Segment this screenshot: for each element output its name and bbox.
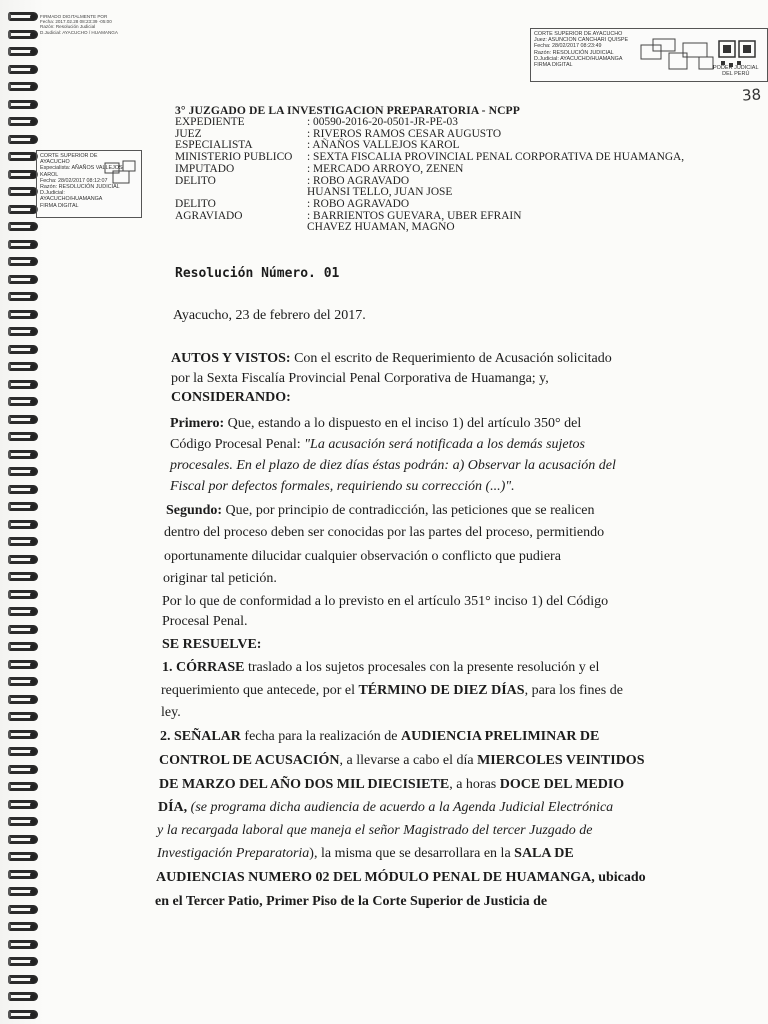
binding-hole <box>30 994 36 1000</box>
stamp-text-line: FIRMADO DIGITALMENTE POR <box>40 14 108 19</box>
stamp-text-line: DEL PERÚ <box>722 71 750 77</box>
stamp-text-line: CORTE SUPERIOR DE <box>40 153 98 159</box>
binding-hole <box>30 749 36 755</box>
item1-number: 1. <box>162 660 173 675</box>
autos-paragraph-line: por la Sexta Fiscalía Provincial Penal Corporativa de Huamanga; y, <box>171 371 549 386</box>
stamp-text-line: Juez: ASUNCION CANCHARI QUISPE <box>534 37 629 44</box>
binding-hole <box>30 679 36 685</box>
item2-emphasis: AUDIENCIAS NUMERO 02 DEL MÓDULO PENAL DE HUAMANGA, ubicado <box>156 870 646 885</box>
item2-text: , a horas <box>449 777 497 792</box>
conformidad-text: Por lo que de conformidad a lo previsto en el artículo 351° inciso 1) del Código <box>162 594 609 609</box>
binding-hole <box>30 697 36 703</box>
binding-hole <box>30 329 36 335</box>
primero-line <box>170 416 581 432</box>
binding-hole <box>30 504 36 510</box>
item2-emphasis: SALA DE <box>514 846 574 861</box>
item2-line <box>160 729 599 745</box>
binding-hole <box>30 662 36 668</box>
header-label: ESPECIALISTA <box>175 139 253 152</box>
binding-hole <box>30 312 36 318</box>
binding-hole <box>30 49 36 55</box>
binding-hole <box>30 1012 36 1018</box>
binding-hole <box>30 277 36 283</box>
binding-hole <box>30 434 36 440</box>
binding-hole <box>30 609 36 615</box>
stamp-text-line: Razón: RESOLUCIÓN JUDICIAL <box>534 49 614 56</box>
primero-line <box>170 437 585 453</box>
binding-hole <box>30 784 36 790</box>
item2-emphasis: DÍA, <box>158 800 188 815</box>
autos-paragraph-line <box>171 351 612 367</box>
binding-hole <box>30 644 36 650</box>
binding-hole <box>30 399 36 405</box>
binding-hole <box>30 224 36 230</box>
header-label: EXPEDIENTE <box>175 116 245 128</box>
binding-hole <box>30 469 36 475</box>
stamp-text-line: AYACUCHO <box>40 159 70 166</box>
item1-heading: CÓRRASE <box>176 660 245 675</box>
binding-hole <box>30 84 36 90</box>
item2-emphasis: MIERCOLES VEINTIDOS <box>477 753 645 768</box>
considerando-heading: CONSIDERANDO: <box>171 390 291 405</box>
header-label: MINISTERIO PUBLICO <box>175 151 293 164</box>
header-value: : 00590-2016-20-0501-JR-PE-03 <box>307 116 458 128</box>
stamp-text-line: Fecha: 28/02/2017 08:12:07 <box>40 177 108 184</box>
binding-hole <box>30 819 36 825</box>
header-value: : MERCADO ARROYO, ZENEN <box>307 162 464 175</box>
item2-line <box>159 777 624 793</box>
segundo-line <box>166 503 594 519</box>
segundo-text: dentro del proceso deben ser conocidas por las partes del proceso, permitiendo <box>164 525 605 540</box>
stamp-text-line: D.Judicial: AYACUCHO/HUAMANGA <box>534 55 623 62</box>
binding-hole <box>30 942 36 948</box>
binding-hole <box>30 522 36 528</box>
binding-hole <box>30 294 36 300</box>
binding-hole <box>30 592 36 598</box>
primero-text: Que, estando a lo dispuesto en el inciso 1) del artículo 350° del <box>227 416 582 431</box>
binding-hole <box>30 837 36 843</box>
primero-quote: "La acusación será notificada a los demás sujetos <box>304 437 585 452</box>
item1-line <box>161 683 623 699</box>
binding-hole <box>30 417 36 423</box>
item2-italic: Investigación Preparatoria <box>157 846 310 861</box>
item1-line <box>162 660 599 676</box>
segundo-heading: Segundo: <box>166 503 223 518</box>
item2-line <box>157 846 574 862</box>
header-label: IMPUTADO <box>175 162 235 175</box>
binding-hole <box>30 452 36 458</box>
handwritten-page-number: 38 <box>741 85 762 105</box>
item2-heading: SEÑALAR <box>174 729 241 744</box>
item2-line <box>158 800 613 816</box>
header-label: JUEZ <box>175 127 202 140</box>
binding-hole <box>30 802 36 808</box>
item1-term: TÉRMINO DE DIEZ DÍAS <box>358 683 525 698</box>
item1-text: traslado a los sujetos procesales con la presente resolución y el <box>247 660 600 675</box>
stamp-text-line: AYACUCHO/HUAMANGA <box>40 196 103 203</box>
primero-quote: Fiscal por defectos formales, requiriendo su corrección (...)". <box>170 479 515 494</box>
binding-hole <box>30 487 36 493</box>
stamp-text-line: FIRMA DIGITAL <box>40 202 79 209</box>
digital-signature-stamp-specialist <box>36 150 142 218</box>
binding-hole <box>30 977 36 983</box>
binding-hole <box>30 364 36 370</box>
stamp-text-line: Razón: Resolución Judicial <box>40 24 96 30</box>
header-label: DELITO <box>175 197 216 210</box>
item2-italic: (se programa dicha audiencia de acuerdo a la Agenda Judicial Electrónica <box>190 800 614 815</box>
header-value: : SEXTA FISCALIA PROVINCIAL PENAL CORPORATIVA DE HUAMANGA, <box>307 151 685 164</box>
header-label: AGRAVIADO <box>175 209 243 222</box>
header-value: : BARRIENTOS GUEVARA, UBER EFRAIN <box>307 209 522 222</box>
item2-emphasis: DOCE DEL MEDIO <box>499 777 625 792</box>
item2-italic: y la recargada laboral que maneja el señor Magistrado del tercer Juzgado de <box>157 823 593 838</box>
item2-text: , a llevarse a cabo el día <box>339 753 474 768</box>
stamp-seal-icon <box>103 159 137 189</box>
segundo-text: originar tal petición. <box>163 571 277 586</box>
binding-hole <box>30 959 36 965</box>
item2-text: ), la misma que se desarrollara en la <box>309 846 511 861</box>
binding-hole <box>30 557 36 563</box>
digital-signature-stamp-judge <box>530 28 768 82</box>
item2-emphasis: AUDIENCIA PRELIMINAR DE <box>401 729 600 744</box>
date-line: Ayacucho, 23 de febrero del 2017. <box>173 308 366 323</box>
autos-text: Con el escrito de Requerimiento de Acusación solicitado <box>294 351 612 366</box>
binding-hole <box>30 242 36 248</box>
header-label: DELITO <box>175 174 216 187</box>
binding-hole <box>30 32 36 38</box>
binding-hole <box>30 924 36 930</box>
binding-hole <box>30 767 36 773</box>
binding-hole <box>30 732 36 738</box>
item1-text: , para los fines de <box>524 683 623 698</box>
binding-hole <box>30 854 36 860</box>
header-value: CHAVEZ HUAMAN, MAGNO <box>307 221 455 234</box>
stamp-text-line: D.Judicial: AYACUCHO / HUAMANGA <box>40 29 118 35</box>
stamp-text-line: Fecha: 2017.02.28 08:23:39 -05:00 <box>40 19 112 25</box>
item2-emphasis: CONTROL DE ACUSACIÓN <box>159 753 340 768</box>
header-value: : AÑAÑOS VALLEJOS KAROL <box>307 139 460 152</box>
se-resuelve-heading: SE RESUELVE: <box>162 637 262 652</box>
autos-heading: AUTOS Y VISTOS: <box>171 351 291 366</box>
binding-hole <box>30 574 36 580</box>
header-value: : ROBO AGRAVADO <box>307 174 410 187</box>
court-name: 3° JUZGADO DE LA INVESTIGACION PREPARATORIA - NCPP <box>175 104 520 117</box>
binding-hole <box>30 889 36 895</box>
header-value: HUANSI TELLO, JUAN JOSE <box>307 186 453 199</box>
item2-number: 2. <box>160 729 171 744</box>
item1-text: ley. <box>161 705 181 720</box>
binding-hole <box>30 907 36 913</box>
stamp-text-line: D.Judicial: <box>40 190 65 197</box>
binding-hole <box>30 714 36 720</box>
binding-hole <box>30 382 36 388</box>
binding-hole <box>30 539 36 545</box>
primero-heading: Primero: <box>170 416 225 431</box>
stamp-text-line: Razón: RESOLUCIÓN JUDICIAL <box>40 184 120 191</box>
item2-emphasis: DE MARZO DEL AÑO DOS MIL DIECISIETE <box>159 777 450 792</box>
item2-line <box>159 753 644 769</box>
binding-hole <box>30 102 36 108</box>
binding-hole <box>30 119 36 125</box>
stamp-text-line: PODER JUDICIAL <box>713 65 759 71</box>
header-value: : ROBO AGRAVADO <box>307 197 410 210</box>
item2-emphasis: en el Tercer Patio, Primer Piso de la Corte Superior de Justicia de <box>155 894 548 909</box>
stamp-text-line: CORTE SUPERIOR DE AYACUCHO <box>534 31 623 37</box>
conformidad-text: Procesal Penal. <box>162 614 248 629</box>
stamp-text-line: Fecha: 28/02/2017 08:23:49 <box>534 43 602 50</box>
stamp-text-line: Especialista: AÑAÑOS VALLEJOS <box>40 165 123 172</box>
item1-text: requerimiento que antecede, por el <box>161 683 355 698</box>
binding-hole <box>30 14 36 20</box>
primero-text: Código Procesal Penal: <box>170 437 301 452</box>
primero-quote: procesales. En el plazo de diez días éstas podrán: a) Observar la acusación del <box>170 458 616 473</box>
binding-hole <box>30 67 36 73</box>
digital-signature-stamp-small <box>40 14 150 35</box>
resolution-title: Resolución Número. 01 <box>175 266 340 281</box>
segundo-text: oportunamente dilucidar cualquier observación o conflicto que pudiera <box>164 549 561 564</box>
header-value: : RIVEROS RAMOS CESAR AUGUSTO <box>307 127 502 140</box>
segundo-text: Que, por principio de contradicción, las peticiones que se realicen <box>225 503 595 518</box>
binding-hole <box>30 627 36 633</box>
binding-hole <box>30 872 36 878</box>
binding-hole <box>30 347 36 353</box>
binding-hole <box>30 137 36 143</box>
stamp-text-line: KAROL <box>40 171 59 178</box>
item2-text: fecha para la realización de <box>244 729 398 744</box>
stamp-text-line: FIRMA DIGITAL <box>534 62 573 69</box>
binding-hole <box>30 259 36 265</box>
